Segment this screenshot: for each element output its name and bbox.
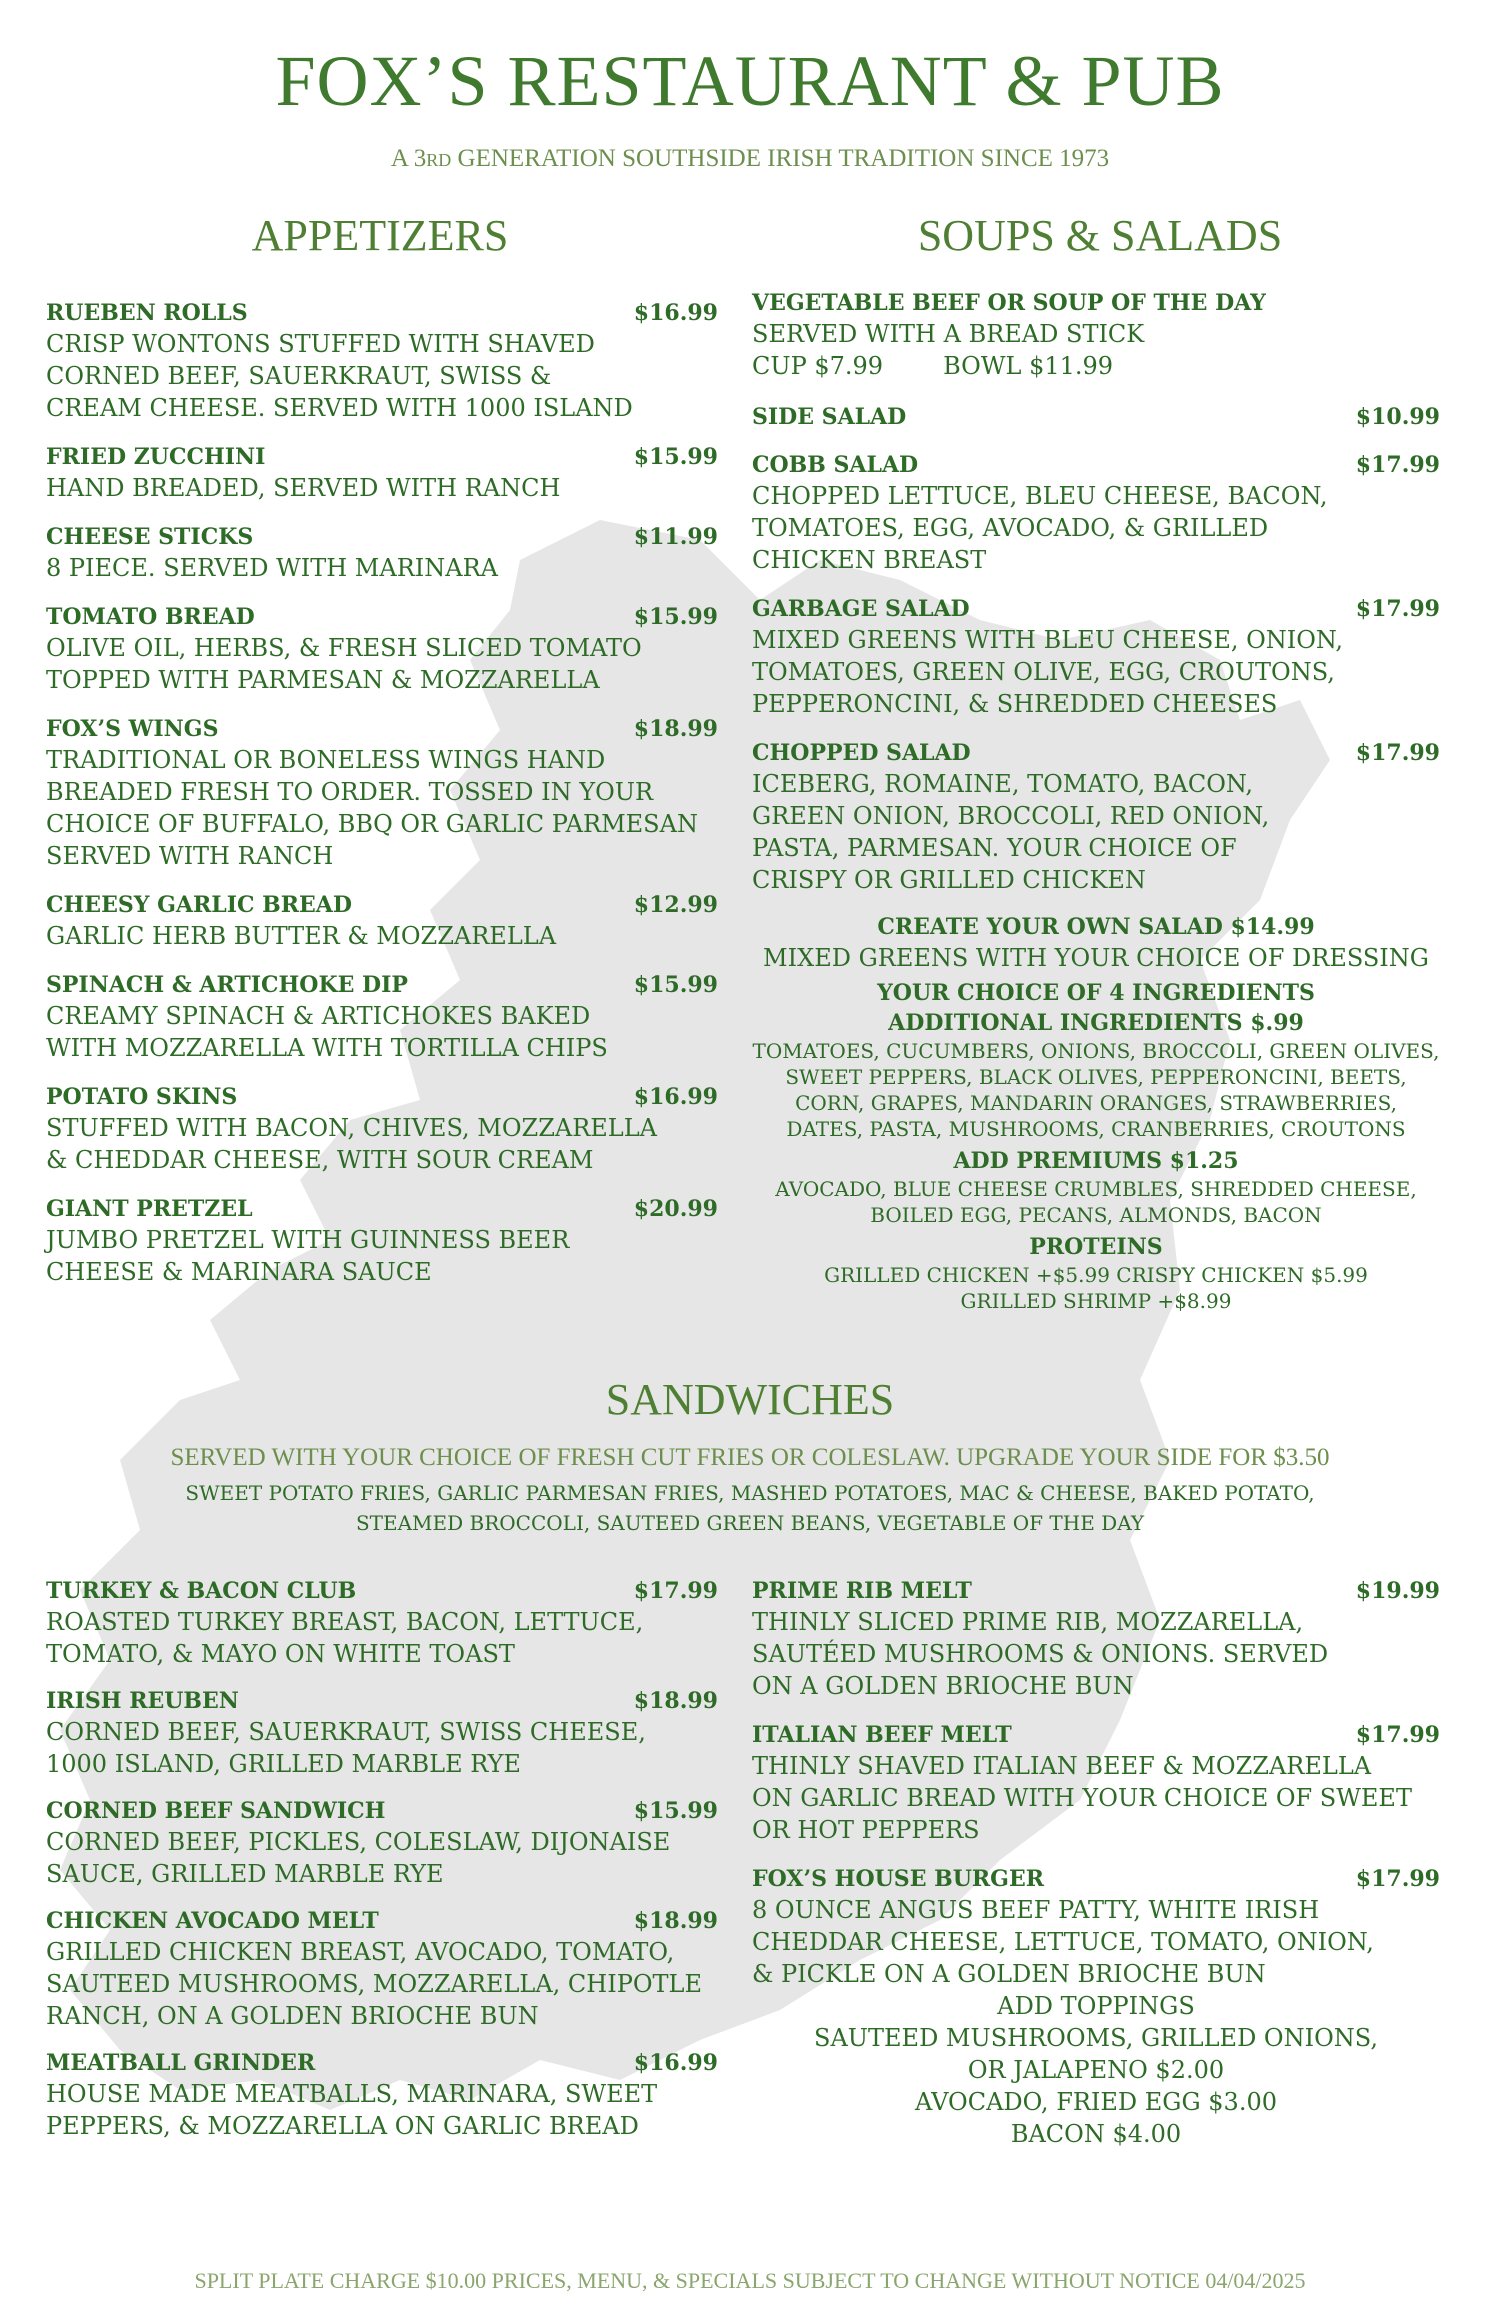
item-desc-line: PEPPERS, & MOZZARELLA ON GARLIC BREAD bbox=[46, 2112, 639, 2140]
item-desc-line: CREAM CHEESE. SERVED WITH 1000 ISLAND bbox=[46, 394, 633, 422]
item-desc-line: CHEDDAR CHEESE, LETTUCE, TOMATO, ONION, bbox=[752, 1928, 1374, 1956]
appetizers-title: APPETIZERS bbox=[251, 211, 509, 260]
menu-item bbox=[46, 1686, 718, 1780]
ingredient-line: DATES, PASTA, MUSHROOMS, CRANBERRIES, CROUTONS bbox=[786, 1117, 1406, 1141]
item-desc-line: PASTA, PARMESAN. YOUR CHOICE OF bbox=[752, 834, 1237, 862]
topping-line: SAUTEED MUSHROOMS, GRILLED ONIONS, bbox=[814, 2024, 1378, 2052]
item-desc-line: & CHEDDAR CHEESE, WITH SOUR CREAM bbox=[46, 1146, 594, 1174]
item-name: CHEESE STICKS bbox=[46, 524, 254, 550]
protein-line: GRILLED CHICKEN +$5.99 CRISPY CHICKEN $5.99 bbox=[824, 1263, 1368, 1287]
topping-line: OR JALAPENO $2.00 bbox=[967, 2056, 1225, 2084]
item-name: FRIED ZUCCHINI bbox=[46, 444, 266, 470]
sandwich-side-upgrades bbox=[0, 1478, 1500, 1538]
item-desc-line: CREAMY SPINACH & ARTICHOKES BAKED bbox=[46, 1002, 591, 1030]
item-price: $17.99 bbox=[1355, 740, 1440, 766]
create-own-additional: ADDITIONAL INGREDIENTS $.99 bbox=[888, 1010, 1304, 1036]
ingredient-line: SWEET PEPPERS, BLACK OLIVES, PEPPERONCINI, BEETS, bbox=[785, 1065, 1407, 1089]
item-desc: SERVED WITH A BREAD STICK bbox=[752, 320, 1145, 348]
proteins-list bbox=[752, 1262, 1440, 1314]
soup-cup-price: CUP $7.99 bbox=[752, 352, 884, 380]
footer-notice: SPLIT PLATE CHARGE $10.00 PRICES, MENU, & SPECIALS SUBJECT TO CHANGE WITHOUT NOTICE 04/04/2025 bbox=[194, 2268, 1306, 2293]
item-desc-line: HOUSE MADE MEATBALLS, MARINARA, SWEET bbox=[46, 2080, 658, 2108]
topping-line: ADD TOPPINGS bbox=[997, 1992, 1195, 2020]
item-name: FOX’S WINGS bbox=[46, 716, 219, 742]
item-name: POTATO SKINS bbox=[46, 1084, 238, 1110]
item-desc-line: CORNED BEEF, PICKLES, COLESLAW, DIJONAISE bbox=[46, 1828, 671, 1856]
item-desc-line: 8 OUNCE ANGUS BEEF PATTY, WHITE IRISH bbox=[752, 1896, 1320, 1924]
item-desc-line: TRADITIONAL OR BONELESS WINGS HAND bbox=[46, 746, 606, 774]
menu-item bbox=[752, 450, 1440, 576]
item-name: PRIME RIB MELT bbox=[752, 1578, 972, 1604]
item-price: $15.99 bbox=[633, 604, 718, 630]
ingredient-line: CORN, GRAPES, MANDARIN ORANGES, STRAWBERRIES, bbox=[795, 1091, 1397, 1115]
proteins-title: PROTEINS bbox=[1029, 1234, 1163, 1260]
item-desc-line: SAUCE, GRILLED MARBLE RYE bbox=[46, 1860, 444, 1888]
item-desc-line: TOMATO, & MAYO ON WHITE TOAST bbox=[46, 1640, 515, 1668]
create-your-own-salad bbox=[752, 912, 1440, 1314]
item-name: COBB SALAD bbox=[752, 452, 919, 478]
item-desc-line: HAND BREADED, SERVED WITH RANCH bbox=[46, 474, 561, 502]
menu-item bbox=[752, 1864, 1440, 1990]
item-price: $12.99 bbox=[633, 892, 718, 918]
item-desc-line: ROASTED TURKEY BREAST, BACON, LETTUCE, bbox=[46, 1608, 644, 1636]
protein-line: GRILLED SHRIMP +$8.99 bbox=[960, 1289, 1232, 1313]
topping-line: AVOCADO, FRIED EGG $3.00 bbox=[915, 2088, 1277, 2116]
premium-line: AVOCADO, BLUE CHEESE CRUMBLES, SHREDDED CHEESE, bbox=[775, 1177, 1417, 1201]
create-own-subtitle: MIXED GREENS WITH YOUR CHOICE OF DRESSING bbox=[763, 944, 1429, 972]
item-price: $18.99 bbox=[633, 1688, 718, 1714]
item-price: $11.99 bbox=[633, 524, 718, 550]
menu-item bbox=[46, 1194, 718, 1288]
item-price: $15.99 bbox=[633, 1798, 718, 1824]
burger-toppings bbox=[752, 1990, 1440, 2150]
item-price: $17.99 bbox=[1355, 1722, 1440, 1748]
menu-item bbox=[752, 594, 1440, 720]
item-price: $18.99 bbox=[633, 716, 718, 742]
item-price: $17.99 bbox=[1355, 452, 1440, 478]
menu-item bbox=[46, 970, 718, 1064]
item-name: CHOPPED SALAD bbox=[752, 740, 971, 766]
item-price: $16.99 bbox=[633, 2050, 718, 2076]
ingredient-line: TOMATOES, CUCUMBERS, ONIONS, BROCCOLI, GREEN OLIVES, bbox=[752, 1039, 1440, 1063]
item-desc-line: SAUTEED MUSHROOMS, MOZZARELLA, CHIPOTLE bbox=[46, 1970, 702, 1998]
menu-item bbox=[46, 714, 718, 872]
item-desc-line: ON GARLIC BREAD WITH YOUR CHOICE OF SWEET bbox=[752, 1784, 1412, 1812]
item-desc-line: CRISPY OR GRILLED CHICKEN bbox=[752, 866, 1146, 894]
item-desc-line: MIXED GREENS WITH BLEU CHEESE, ONION, bbox=[752, 626, 1344, 654]
item-price: $17.99 bbox=[633, 1578, 718, 1604]
soups-salads-list bbox=[752, 288, 1440, 914]
item-name: GARBAGE SALAD bbox=[752, 596, 970, 622]
premium-line: BOILED EGG, PECANS, ALMONDS, BACON bbox=[870, 1203, 1322, 1227]
item-name: GIANT PRETZEL bbox=[46, 1196, 253, 1222]
item-desc-line: CHICKEN BREAST bbox=[752, 546, 987, 574]
item-name: RUEBEN ROLLS bbox=[46, 300, 248, 326]
menu-item bbox=[752, 402, 1440, 432]
item-price: $17.99 bbox=[1355, 1866, 1440, 1892]
item-price: $19.99 bbox=[1355, 1578, 1440, 1604]
menu-item bbox=[46, 1576, 718, 1670]
restaurant-title: FOX’S RESTAURANT & PUB bbox=[275, 41, 1225, 121]
item-desc-line: CHEESE & MARINARA SAUCE bbox=[46, 1258, 432, 1286]
item-price: $20.99 bbox=[633, 1196, 718, 1222]
item-desc-line: ON A GOLDEN BRIOCHE BUN bbox=[752, 1672, 1134, 1700]
item-price: $15.99 bbox=[633, 444, 718, 470]
menu-item bbox=[46, 602, 718, 696]
item-price: $17.99 bbox=[1355, 596, 1440, 622]
sandwiches-left-list bbox=[46, 1576, 718, 2158]
item-price: $10.99 bbox=[1355, 404, 1440, 430]
item-desc-line: PEPPERONCINI, & SHREDDED CHEESES bbox=[752, 690, 1278, 718]
item-name: CHICKEN AVOCADO MELT bbox=[46, 1908, 379, 1934]
item-desc-line: CRISP WONTONS STUFFED WITH SHAVED bbox=[46, 330, 595, 358]
item-name: TOMATO BREAD bbox=[46, 604, 255, 630]
item-desc-line: BREADED FRESH TO ORDER. TOSSED IN YOUR bbox=[46, 778, 654, 806]
topping-line: BACON $4.00 bbox=[1010, 2120, 1182, 2148]
item-name: MEATBALL GRINDER bbox=[46, 2050, 316, 2076]
item-price: $15.99 bbox=[633, 972, 718, 998]
item-name: VEGETABLE BEEF OR SOUP OF THE DAY bbox=[752, 290, 1266, 316]
menu-item bbox=[46, 1906, 718, 2032]
item-desc-line: OR HOT PEPPERS bbox=[752, 1816, 980, 1844]
item-desc-line: TOMATOES, EGG, AVOCADO, & GRILLED bbox=[752, 514, 1269, 542]
tagline: A 3RD GENERATION SOUTHSIDE IRISH TRADITION SINCE 1973 bbox=[390, 145, 1110, 172]
side-upgrade-line: STEAMED BROCCOLI, SAUTEED GREEN BEANS, VEGETABLE OF THE DAY bbox=[355, 1511, 1145, 1535]
item-name: CHEESY GARLIC BREAD bbox=[46, 892, 352, 918]
menu-item bbox=[46, 1796, 718, 1890]
item-name: FOX’S HOUSE BURGER bbox=[752, 1866, 1045, 1892]
item-price: $16.99 bbox=[633, 300, 718, 326]
item-desc-line: WITH MOZZARELLA WITH TORTILLA CHIPS bbox=[46, 1034, 608, 1062]
item-desc-line: ICEBERG, ROMAINE, TOMATO, BACON, bbox=[752, 770, 1253, 798]
item-desc-line: CORNED BEEF, SAUERKRAUT, SWISS & bbox=[46, 362, 552, 390]
sandwiches-title: SANDWICHES bbox=[605, 1375, 895, 1424]
item-name: SIDE SALAD bbox=[752, 404, 907, 430]
soup-bowl-price: BOWL $11.99 bbox=[943, 352, 1114, 380]
ingredients-list bbox=[752, 1038, 1440, 1142]
item-name: SPINACH & ARTICHOKE DIP bbox=[46, 972, 408, 998]
item-desc-line: CHOPPED LETTUCE, BLEU CHEESE, BACON, bbox=[752, 482, 1328, 510]
menu-item bbox=[46, 442, 718, 504]
item-desc-line: GRILLED CHICKEN BREAST, AVOCADO, TOMATO, bbox=[46, 1938, 675, 1966]
item-desc-line: CHOICE OF BUFFALO, BBQ OR GARLIC PARMESAN bbox=[46, 810, 698, 838]
item-desc-line: SAUTÉED MUSHROOMS & ONIONS. SERVED bbox=[752, 1640, 1329, 1668]
sandwiches-right-list bbox=[752, 1576, 1440, 2008]
item-desc-line: 1000 ISLAND, GRILLED MARBLE RYE bbox=[46, 1750, 521, 1778]
premiums-title: ADD PREMIUMS $1.25 bbox=[953, 1148, 1239, 1174]
menu-item bbox=[752, 738, 1440, 896]
menu-item bbox=[46, 298, 718, 424]
item-desc-line: CORNED BEEF, SAUERKRAUT, SWISS CHEESE, bbox=[46, 1718, 646, 1746]
item-desc-line: TOMATOES, GREEN OLIVE, EGG, CROUTONS, bbox=[752, 658, 1335, 686]
item-desc-line: JUMBO PRETZEL WITH GUINNESS BEER bbox=[46, 1226, 570, 1254]
item-name: ITALIAN BEEF MELT bbox=[752, 1722, 1012, 1748]
item-name: CORNED BEEF SANDWICH bbox=[46, 1798, 386, 1824]
item-desc-line: STUFFED WITH BACON, CHIVES, MOZZARELLA bbox=[46, 1114, 658, 1142]
create-own-choice: YOUR CHOICE OF 4 INGREDIENTS bbox=[877, 980, 1315, 1006]
side-upgrade-line: SWEET POTATO FRIES, GARLIC PARMESAN FRIES, MASHED POTATOES, MAC & CHEESE, BAKED POTATO, bbox=[185, 1481, 1315, 1505]
item-desc-line: GREEN ONION, BROCCOLI, RED ONION, bbox=[752, 802, 1270, 830]
item-desc-line: 8 PIECE. SERVED WITH MARINARA bbox=[46, 554, 498, 582]
menu-item bbox=[46, 1082, 718, 1176]
item-name: TURKEY & BACON CLUB bbox=[46, 1578, 357, 1604]
menu-item bbox=[46, 890, 718, 952]
item-name: IRISH REUBEN bbox=[46, 1688, 239, 1714]
soup-item bbox=[752, 288, 1440, 382]
menu-item bbox=[46, 2048, 718, 2142]
item-desc-line: & PICKLE ON A GOLDEN BRIOCHE BUN bbox=[752, 1960, 1266, 1988]
create-own-title: CREATE YOUR OWN SALAD $14.99 bbox=[877, 914, 1315, 940]
appetizers-list bbox=[46, 298, 718, 1306]
item-price: $18.99 bbox=[633, 1908, 718, 1934]
premiums-list bbox=[752, 1176, 1440, 1228]
item-desc-line: RANCH, ON A GOLDEN BRIOCHE BUN bbox=[46, 2002, 539, 2030]
item-desc-line: SERVED WITH RANCH bbox=[46, 842, 334, 870]
item-desc-line: OLIVE OIL, HERBS, & FRESH SLICED TOMATO bbox=[46, 634, 642, 662]
soups-salads-title: SOUPS & SALADS bbox=[917, 211, 1283, 260]
sandwich-side-note: SERVED WITH YOUR CHOICE OF FRESH CUT FRIES OR COLESLAW. UPGRADE YOUR SIDE FOR $3.50 bbox=[170, 1444, 1330, 1471]
menu-item bbox=[46, 522, 718, 584]
menu-item bbox=[752, 1576, 1440, 1702]
item-desc-line: THINLY SLICED PRIME RIB, MOZZARELLA, bbox=[752, 1608, 1304, 1636]
item-desc-line: THINLY SHAVED ITALIAN BEEF & MOZZARELLA bbox=[752, 1752, 1372, 1780]
item-price: $16.99 bbox=[633, 1084, 718, 1110]
item-desc-line: GARLIC HERB BUTTER & MOZZARELLA bbox=[46, 922, 557, 950]
item-desc-line: TOPPED WITH PARMESAN & MOZZARELLA bbox=[46, 666, 600, 694]
menu-item bbox=[752, 1720, 1440, 1846]
